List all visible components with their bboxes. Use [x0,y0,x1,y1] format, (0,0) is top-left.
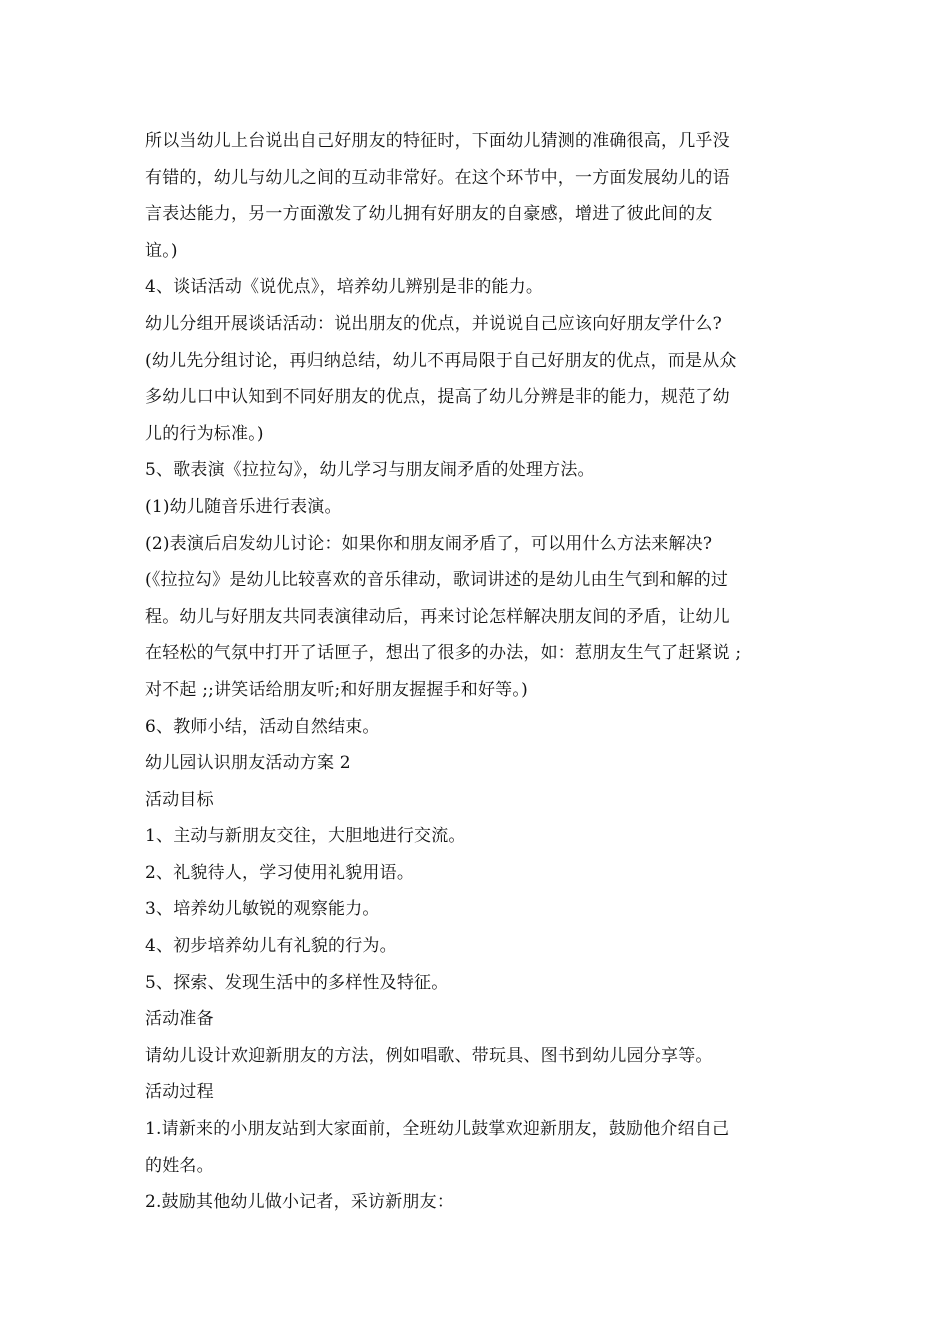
section-title: 幼儿园认识朋友活动方案 2 [145,753,351,774]
text-line: 1、主动与新朋友交往，大胆地进行交流。 [145,826,466,847]
text-line: (2)表演后启发幼儿讨论：如果你和朋友闹矛盾了，可以用什么方法来解决? [145,533,713,554]
text-line: 5、探索、发现生活中的多样性及特征。 [145,972,449,993]
section-heading: 活动过程 [145,1082,214,1103]
text-line: 所以当幼儿上台说出自己好朋友的特征时，下面幼儿猜测的准确很高，几乎没 [145,131,730,151]
text-line: 请幼儿设计欢迎新朋友的方法，例如唱歌、带玩具、图书到幼儿园分享等。 [145,1045,713,1066]
text-line: 程。幼儿与好朋友共同表演律动后，再来讨论怎样解决朋友间的矛盾，让幼儿 [145,606,730,627]
text-line: 言表达能力，另一方面激发了幼儿拥有好朋友的自豪感，增进了彼此间的友 [145,204,713,225]
text-line: 2、礼貌待人，学习使用礼貌用语。 [145,862,415,883]
section-heading: 活动准备 [145,1009,214,1030]
text-line: 在轻松的气氛中打开了话匣子，想出了很多的办法，如：惹朋友生气了赶紧说 ; [145,643,742,664]
text-line: 1.请新来的小朋友站到大家面前，全班幼儿鼓掌欢迎新朋友，鼓励他介绍自己 [145,1119,730,1140]
text-line: (幼儿先分组讨论，再归纳总结，幼儿不再局限于自己好朋友的优点，而是从众 [145,350,737,371]
text-line: 4、谈话活动《说优点》，培养幼儿辨别是非的能力。 [145,277,544,298]
text-line: 对不起 ;;讲笑话给朋友听;和好朋友握握手和好等。) [145,679,528,700]
text-line: 多幼儿口中认知到不同好朋友的优点，提高了幼儿分辨是非的能力，规范了幼 [145,387,730,408]
text-line: (《拉拉勾》是幼儿比较喜欢的音乐律动，歌词讲述的是幼儿由生气到和解的过 [145,570,729,591]
text-line: 幼儿分组开展谈话活动：说出朋友的优点，并说说自己应该向好朋友学什么? [145,313,722,334]
text-line: 儿的行为标准。) [145,423,264,444]
text-line: 谊。) [145,240,178,261]
text-line: 5、歌表演《拉拉勾》，幼儿学习与朋友闹矛盾的处理方法。 [145,460,595,481]
text-line: (1)幼儿随音乐进行表演。 [145,496,342,517]
text-line: 的姓名。 [145,1155,214,1176]
document-body [145,123,813,1221]
text-line: 3、培养幼儿敏锐的观察能力。 [145,899,380,920]
text-line: 6、教师小结，活动自然结束。 [145,716,380,737]
text-line: 2.鼓励其他幼儿做小记者，采访新朋友： [145,1192,455,1213]
text-line: 有错的，幼儿与幼儿之间的互动非常好。在这个环节中，一方面发展幼儿的语 [145,167,730,188]
text-line: 4、初步培养幼儿有礼貌的行为。 [145,936,397,957]
section-heading: 活动目标 [145,789,214,810]
